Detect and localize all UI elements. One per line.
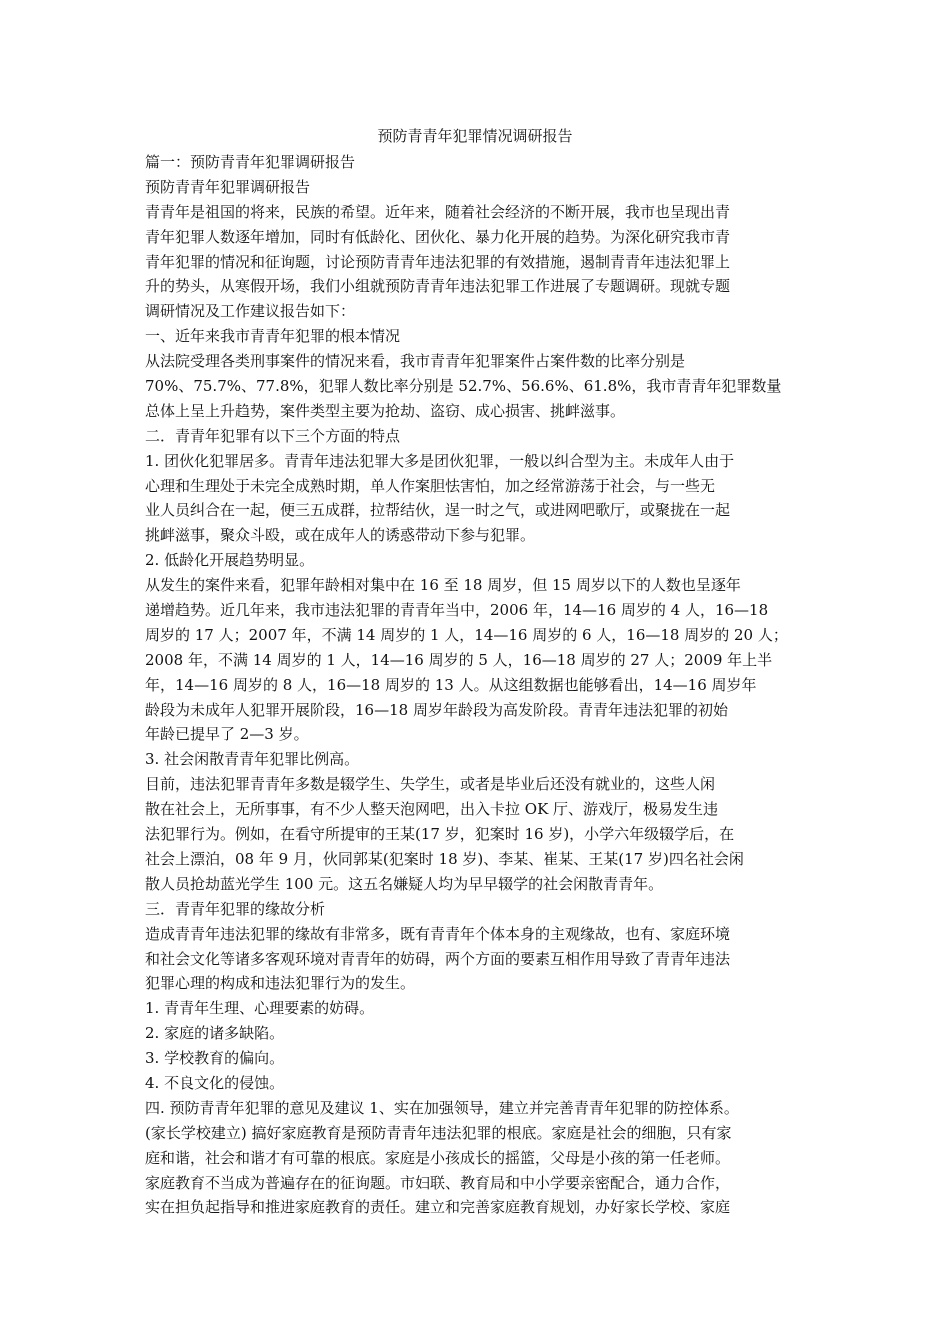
text-line: 1. 青青年生理、心理要素的妨碍。 xyxy=(145,999,375,1018)
text-line: 青年犯罪的情况和征询题，讨论预防青青年违法犯罪的有效措施，遏制青青年违法犯罪上 xyxy=(145,252,731,271)
text-line: 从发生的案件来看，犯罪年龄相对集中在 16 至 18 周岁，但 15 周岁以下的人数也呈逐年 xyxy=(145,576,741,595)
text-line: 三．青青年犯罪的缘故分析 xyxy=(145,899,326,918)
text-line: 社会上漂泊，08 年 9 月，伙同郭某(犯案时 18 岁)、李某、崔某、王某(17 岁)四名社会闲 xyxy=(145,849,744,868)
text-line: 家庭教育不当成为普遍存在的征询题。市妇联、教育局和中小学要亲密配合，通力合作， xyxy=(145,1173,731,1192)
text-line: 3. 学校教育的偏向。 xyxy=(145,1049,285,1068)
text-line: 总体上呈上升趋势，案件类型主要为抢劫、盗窃、成心损害、挑衅滋事。 xyxy=(145,401,626,420)
text-line: 目前，违法犯罪青青年多数是辍学生、失学生，或者是毕业后还没有就业的，这些人闲 xyxy=(145,775,716,794)
text-line: 3. 社会闲散青青年犯罪比例高。 xyxy=(145,750,360,769)
text-line: 从法院受理各类刑事案件的情况来看，我市青青年犯罪案件占案件数的比率分别是 xyxy=(145,352,686,371)
text-line: 1. 团伙化犯罪居多。青青年违法犯罪大多是团伙犯罪，一般以纠合型为主。未成年人由于 xyxy=(145,451,735,470)
text-line: 调研情况及工作建议报告如下： xyxy=(145,302,356,321)
text-line: 实在担负起指导和推进家庭教育的责任。建立和完善家庭教育规划，办好家长学校、家庭 xyxy=(145,1198,731,1217)
text-line: 70%、75.7%、77.8%，犯罪人数比率分别是 52.7%、56.6%、61.8%，我市青青年犯罪数量 xyxy=(145,377,782,396)
text-line: 四. 预防青青年犯罪的意见及建议 1、实在加强领导，建立并完善青青年犯罪的防控体系。 xyxy=(145,1098,739,1117)
text-line: 二．青青年犯罪有以下三个方面的特点 xyxy=(145,426,401,445)
text-line: 造成青青年违法犯罪的缘故有非常多，既有青青年个体本身的主观缘故，也有、家庭环境 xyxy=(145,924,731,943)
text-line: 心理和生理处于未完全成熟时期，单人作案胆怯害怕，加之经常游荡于社会，与一些无 xyxy=(145,476,716,495)
text-line: 散在社会上，无所事事，有不少人整天泡网吧，出入卡拉 OK 厅、游戏厅，极易发生违 xyxy=(145,800,719,819)
text-line: 周岁的 17 人；2007 年，不满 14 周岁的 1 人，14—16 周岁的 6 人，16—18 周岁的 20 人； xyxy=(145,625,788,644)
text-line: 青年犯罪人数逐年增加，同时有低龄化、团伙化、暴力化开展的趋势。为深化研究我市青 xyxy=(145,227,731,246)
text-line: 4. 不良文化的侵蚀。 xyxy=(145,1073,285,1092)
text-line: 龄段为未成年人犯罪开展阶段，16—18 周岁年龄段为高发阶段。青青年违法犯罪的初始 xyxy=(145,700,728,719)
text-line: 业人员纠合在一起，便三五成群，拉帮结伙，逞一时之气，或进网吧歌厅，或聚拢在一起 xyxy=(145,501,731,520)
text-line: 年，14—16 周岁的 8 人，16—18 周岁的 13 人。从这组数据也能够看出，14—16 周岁年 xyxy=(145,675,757,694)
text-line: 散人员抢劫蓝光学生 100 元。这五名嫌疑人均为早早辍学的社会闲散青青年。 xyxy=(145,874,664,893)
text-line: 2. 家庭的诸多缺陷。 xyxy=(145,1024,285,1043)
text-line: 预防青青年犯罪调研报告 xyxy=(145,177,311,196)
document-title: 预防青青年犯罪情况调研报告 xyxy=(377,127,573,145)
text-line: 挑衅滋事，聚众斗殴，或在成年人的诱惑带动下参与犯罪。 xyxy=(145,526,536,545)
text-line: 一、近年来我市青青年犯罪的根本情况 xyxy=(145,327,401,346)
document-body xyxy=(145,150,825,1220)
text-line: 青青年是祖国的将来，民族的希望。近年来，随着社会经济的不断开展，我市也呈现出青 xyxy=(145,202,731,221)
text-line: 2008 年，不满 14 周岁的 1 人，14—16 周岁的 5 人，16—18 周岁的 27 人；2009 年上半 xyxy=(145,650,773,669)
text-line: 和社会文化等诸多客观环境对青青年的妨碍，两个方面的要素互相作用导致了青青年违法 xyxy=(145,949,731,968)
text-line: 升的势头，从寒假开场，我们小组就预防青青年违法犯罪工作进展了专题调研。现就专题 xyxy=(145,277,731,296)
text-line: 法犯罪行为。例如，在看守所提审的王某(17 岁，犯案时 16 岁)，小学六年级辍学后，在 xyxy=(145,825,735,844)
text-line: 庭和谐，社会和谐才有可靠的根底。家庭是小孩成长的摇篮，父母是小孩的第一任老师。 xyxy=(145,1148,731,1167)
text-line: 2. 低龄化开展趋势明显。 xyxy=(145,551,315,570)
text-line: (家长学校建立) 搞好家庭教育是预防青青年违法犯罪的根底。家庭是社会的细胞，只有家 xyxy=(145,1123,732,1142)
text-line: 犯罪心理的构成和违法犯罪行为的发生。 xyxy=(145,974,416,993)
text-line: 递增趋势。近几年来，我市违法犯罪的青青年当中，2006 年，14—16 周岁的 4 人，16—18 xyxy=(145,601,769,620)
text-line: 篇一：预防青青年犯罪调研报告 xyxy=(145,153,356,171)
text-line: 年龄已提早了 2—3 岁。 xyxy=(145,725,309,744)
